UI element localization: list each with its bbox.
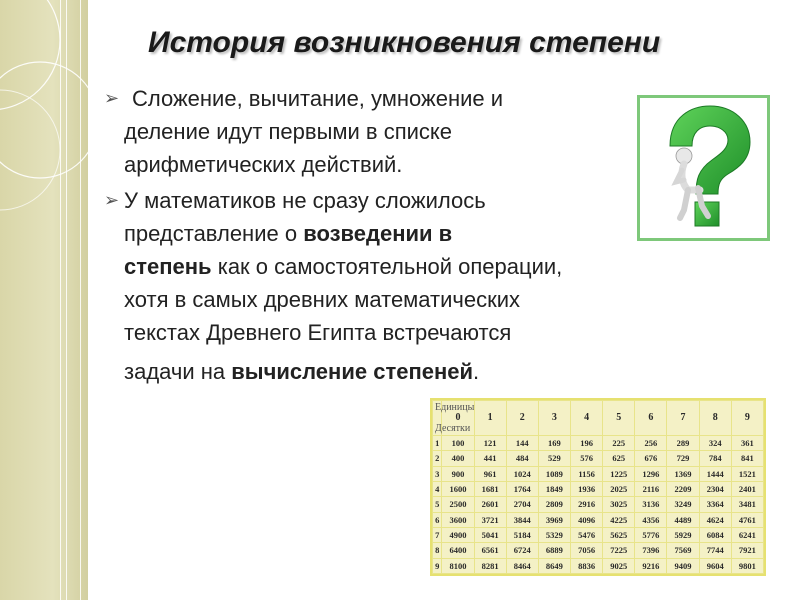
bullet-text-line: арифметических действий. bbox=[124, 152, 403, 177]
table-row bbox=[433, 543, 764, 558]
table-cell: 1936 bbox=[571, 481, 603, 496]
column-header: 4 bbox=[571, 401, 603, 436]
table-row bbox=[433, 512, 764, 527]
table-cell: 1296 bbox=[635, 466, 667, 481]
slide-title: История возникновения степени bbox=[148, 26, 661, 59]
table-cell: 7921 bbox=[731, 543, 763, 558]
row-label: 5 bbox=[433, 497, 442, 512]
table-cell: 5184 bbox=[506, 527, 538, 542]
table-cell: 7225 bbox=[603, 543, 635, 558]
row-label: 8 bbox=[433, 543, 442, 558]
column-header: 7 bbox=[667, 401, 699, 436]
table-cell: 7744 bbox=[699, 543, 731, 558]
table-cell: 2116 bbox=[635, 481, 667, 496]
table-cell: 1764 bbox=[506, 481, 538, 496]
table-cell: 361 bbox=[731, 435, 763, 450]
table-row bbox=[433, 497, 764, 512]
table-cell: 8836 bbox=[571, 558, 603, 573]
bullet-text-line: деление идут первыми в списке bbox=[124, 119, 453, 144]
table-cell: 729 bbox=[667, 451, 699, 466]
table-row bbox=[433, 451, 764, 466]
table-cell: 1369 bbox=[667, 466, 699, 481]
column-header: 6 bbox=[635, 401, 667, 436]
bullet-text-line: хотя в самых древних математических bbox=[124, 287, 521, 312]
table-cell: 6724 bbox=[506, 543, 538, 558]
row-label: 4 bbox=[433, 481, 442, 496]
table-cell: 529 bbox=[538, 451, 570, 466]
corner-label-tens: Десятки bbox=[435, 422, 471, 434]
table-cell: 3721 bbox=[474, 512, 506, 527]
bullet-item bbox=[104, 184, 664, 388]
table-cell: 7396 bbox=[635, 543, 667, 558]
table-cell: 2916 bbox=[571, 497, 603, 512]
squares-table-grid bbox=[432, 400, 764, 574]
table-cell: 784 bbox=[699, 451, 731, 466]
table-cell: 8100 bbox=[442, 558, 474, 573]
table-cell: 1521 bbox=[731, 466, 763, 481]
table-cell: 5929 bbox=[667, 527, 699, 542]
table-cell: 2401 bbox=[731, 481, 763, 496]
table-cell: 1225 bbox=[603, 466, 635, 481]
table-cell: 121 bbox=[474, 435, 506, 450]
row-label: 3 bbox=[433, 466, 442, 481]
table-cell: 4624 bbox=[699, 512, 731, 527]
table-cell: 3969 bbox=[538, 512, 570, 527]
table-row bbox=[433, 466, 764, 481]
bullet-item bbox=[104, 82, 624, 181]
table-cell: 8464 bbox=[506, 558, 538, 573]
table-cell: 4096 bbox=[571, 512, 603, 527]
table-cell: 625 bbox=[603, 451, 635, 466]
table-cell: 2601 bbox=[474, 497, 506, 512]
arrow-bullet-icon: ➢ bbox=[104, 88, 120, 108]
table-cell: 4489 bbox=[667, 512, 699, 527]
column-header: 3 bbox=[538, 401, 570, 436]
table-cell: 961 bbox=[474, 466, 506, 481]
column-header: 2 bbox=[506, 401, 538, 436]
table-cell: 8649 bbox=[538, 558, 570, 573]
table-cell: 441 bbox=[474, 451, 506, 466]
table-cell: 9604 bbox=[699, 558, 731, 573]
table-cell: 3249 bbox=[667, 497, 699, 512]
row-label: 1 bbox=[433, 435, 442, 450]
row-label: 9 bbox=[433, 558, 442, 573]
table-cell: 3600 bbox=[442, 512, 474, 527]
row-label: 6 bbox=[433, 512, 442, 527]
table-cell: 225 bbox=[603, 435, 635, 450]
table-cell: 3025 bbox=[603, 497, 635, 512]
table-cell: 484 bbox=[506, 451, 538, 466]
table-cell: 6561 bbox=[474, 543, 506, 558]
corner-label-units: Единицы bbox=[435, 402, 475, 413]
row-label: 2 bbox=[433, 451, 442, 466]
column-header: 5 bbox=[603, 401, 635, 436]
table-cell: 4900 bbox=[442, 527, 474, 542]
table-cell: 3364 bbox=[699, 497, 731, 512]
table-cell: 5476 bbox=[571, 527, 603, 542]
column-header: 8 bbox=[699, 401, 731, 436]
table-cell: 1444 bbox=[699, 466, 731, 481]
decorative-circles-icon bbox=[0, 0, 88, 230]
table-cell: 100 bbox=[442, 435, 474, 450]
table-cell: 9216 bbox=[635, 558, 667, 573]
table-cell: 2704 bbox=[506, 497, 538, 512]
squares-table bbox=[430, 398, 766, 576]
table-cell: 9801 bbox=[731, 558, 763, 573]
table-corner-cell bbox=[433, 401, 475, 436]
table-cell: 144 bbox=[506, 435, 538, 450]
table-row bbox=[433, 435, 764, 450]
table-cell: 2025 bbox=[603, 481, 635, 496]
table-cell: 196 bbox=[571, 435, 603, 450]
bullet-text-line: текстах Древнего Египта встречаются bbox=[124, 320, 512, 345]
table-cell: 5041 bbox=[474, 527, 506, 542]
table-cell: 900 bbox=[442, 466, 474, 481]
table-cell: 400 bbox=[442, 451, 474, 466]
table-cell: 256 bbox=[635, 435, 667, 450]
table-cell: 2500 bbox=[442, 497, 474, 512]
table-row bbox=[433, 527, 764, 542]
bullet-text-line: . bbox=[473, 359, 480, 384]
table-cell: 4356 bbox=[635, 512, 667, 527]
table-header-row bbox=[433, 401, 764, 436]
table-row bbox=[433, 481, 764, 496]
table-cell: 6084 bbox=[699, 527, 731, 542]
table-cell: 2809 bbox=[538, 497, 570, 512]
bullet-text-line: У математиков не сразу сложилось bbox=[124, 188, 486, 213]
table-cell: 6241 bbox=[731, 527, 763, 542]
table-cell: 3136 bbox=[635, 497, 667, 512]
bullet-text-line: Сложение, вычитание, умножение и bbox=[132, 86, 504, 111]
table-cell: 5329 bbox=[538, 527, 570, 542]
column-header: 1 bbox=[474, 401, 506, 436]
table-cell: 3844 bbox=[506, 512, 538, 527]
table-cell: 1089 bbox=[538, 466, 570, 481]
row-label: 7 bbox=[433, 527, 442, 542]
table-cell: 324 bbox=[699, 435, 731, 450]
bold-term: возведении в bbox=[303, 221, 453, 246]
table-cell: 676 bbox=[635, 451, 667, 466]
table-cell: 2304 bbox=[699, 481, 731, 496]
table-cell: 7056 bbox=[571, 543, 603, 558]
question-mark-figure-icon bbox=[640, 98, 767, 238]
table-cell: 1600 bbox=[442, 481, 474, 496]
table-cell: 576 bbox=[571, 451, 603, 466]
table-cell: 169 bbox=[538, 435, 570, 450]
question-mark-figure bbox=[637, 95, 770, 241]
table-cell: 2209 bbox=[667, 481, 699, 496]
table-cell: 7569 bbox=[667, 543, 699, 558]
bullet-text-line: как о самостоятельной операции, bbox=[211, 254, 563, 279]
table-cell: 9025 bbox=[603, 558, 635, 573]
table-cell: 5776 bbox=[635, 527, 667, 542]
column-header: 9 bbox=[731, 401, 763, 436]
table-cell: 6400 bbox=[442, 543, 474, 558]
table-cell: 1681 bbox=[474, 481, 506, 496]
table-cell: 6889 bbox=[538, 543, 570, 558]
table-cell: 289 bbox=[667, 435, 699, 450]
table-cell: 4761 bbox=[731, 512, 763, 527]
arrow-bullet-icon: ➢ bbox=[104, 190, 120, 210]
table-cell: 1849 bbox=[538, 481, 570, 496]
table-cell: 5625 bbox=[603, 527, 635, 542]
bold-term: степень bbox=[124, 254, 212, 279]
column-header: 0 bbox=[442, 401, 474, 436]
decorative-sidebar bbox=[0, 0, 88, 600]
table-cell: 841 bbox=[731, 451, 763, 466]
table-cell: 4225 bbox=[603, 512, 635, 527]
bullet-text-line: задачи на bbox=[124, 359, 232, 384]
bullet-text-line: представление о bbox=[124, 221, 304, 246]
table-cell: 3481 bbox=[731, 497, 763, 512]
table-cell: 8281 bbox=[474, 558, 506, 573]
table-cell: 9409 bbox=[667, 558, 699, 573]
bold-term: вычисление степеней bbox=[231, 359, 474, 384]
table-cell: 1156 bbox=[571, 466, 603, 481]
table-row bbox=[433, 558, 764, 573]
table-cell: 1024 bbox=[506, 466, 538, 481]
